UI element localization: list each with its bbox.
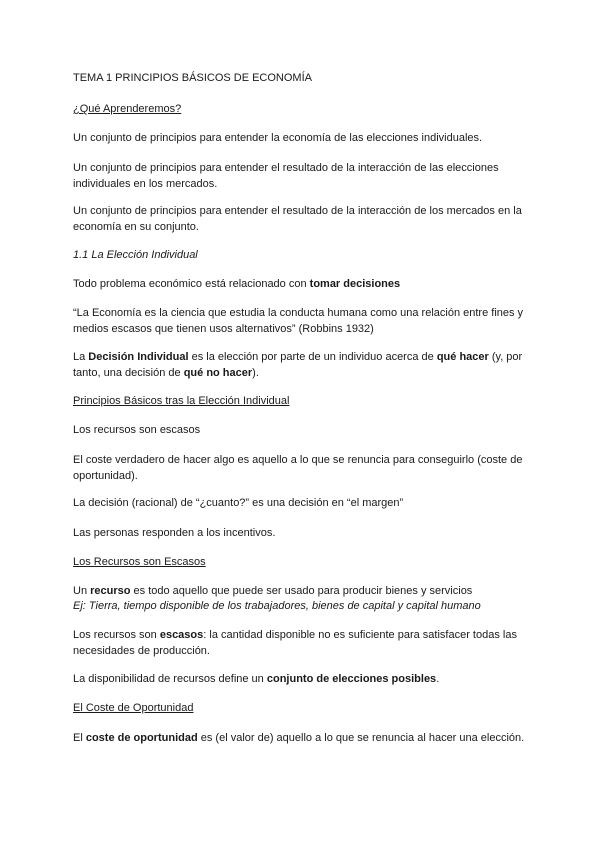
bold-term-decision-individual: Decisión Individual	[88, 351, 189, 363]
paragraph-economy-as-whole: Un conjunto de principios para entender el resultado de la interacción de los mercados en la economía en su conjunto.	[73, 205, 522, 233]
text: : la cantidad disponible no es suficiente para satisfacer todas las necesidades de producción.	[73, 629, 517, 657]
document-title: TEMA 1 PRINCIPIOS BÁSICOS DE ECONOMÍA	[73, 72, 312, 84]
bold-term-que-no-hacer: qué no hacer	[183, 366, 253, 379]
principle-incentives: Las personas responden a los incentivos.	[73, 527, 276, 539]
text: Los recursos son	[73, 629, 160, 641]
text: Todo problema económico está relacionado con	[73, 278, 310, 290]
heading-que-aprenderemos: ¿Qué Aprenderemos?	[73, 103, 182, 115]
paragraph-individual-choices: Un conjunto de principios para entender la economía de las elecciones individuales.	[73, 132, 483, 144]
text: La disponibilidad de recursos define un	[73, 673, 267, 685]
paragraph-escasos	[73, 628, 533, 659]
text: Un	[73, 585, 91, 597]
principle-scarce-resources: Los recursos son escasos	[73, 424, 201, 436]
text: es todo aquello que puede ser usado para producir bienes y servicios	[130, 585, 473, 597]
text: (y, por tanto, una decisión de	[73, 351, 523, 379]
principle-opportunity-cost: El coste verdadero de hacer algo es aquello a lo que se renuncia para conseguirlo (coste de oportunidad).	[73, 454, 523, 482]
paragraph-decision-individual	[73, 350, 533, 381]
principle-margin: La decisión (racional) de “¿cuanto?” es una decisión en “el margen”	[73, 497, 404, 509]
bold-term-escasos: escasos	[159, 629, 204, 641]
text: ).	[252, 366, 259, 379]
robbins-quote: “La Economía es la ciencia que estudia la conducta humana como una relación entre fines y medios escasos que tienen usos alternativos” (Robbins 1932)	[73, 307, 524, 335]
paragraph-tomar-decisiones	[73, 277, 533, 293]
heading-recursos-escasos: Los Recursos son Escasos	[73, 556, 206, 568]
paragraph-conjunto-elecciones	[73, 672, 533, 688]
text: La	[73, 351, 89, 363]
heading-principios-basicos: Principios Básicos tras la Elección Individual	[73, 395, 290, 407]
bold-term-coste-oportunidad: coste de oportunidad	[85, 732, 198, 744]
bold-term-conjunto-elecciones: conjunto de elecciones posibles	[266, 673, 437, 685]
text: .	[436, 673, 440, 685]
paragraph-coste-oportunidad	[73, 731, 533, 747]
heading-coste-oportunidad: El Coste de Oportunidad	[73, 702, 194, 714]
text: es (el valor de) aquello a lo que se renuncia al hacer una elección.	[197, 732, 525, 744]
bold-term-recurso: recurso	[90, 585, 131, 597]
bold-term-que-hacer: qué hacer	[436, 351, 489, 363]
text: El	[73, 732, 86, 744]
paragraph-market-interaction: Un conjunto de principios para entender el resultado de la interacción de las elecciones individuales en los mercados.	[73, 162, 499, 190]
bold-term-tomar-decisiones: tomar decisiones	[309, 278, 401, 290]
text: es la elección por parte de un individuo acerca de	[188, 351, 437, 363]
paragraph-recurso-definition	[73, 584, 533, 600]
section-heading-eleccion-individual: 1.1 La Elección Individual	[73, 249, 198, 261]
example-resources: Ej: Tierra, tiempo disponible de los trabajadores, bienes de capital y capital humano	[73, 600, 481, 612]
